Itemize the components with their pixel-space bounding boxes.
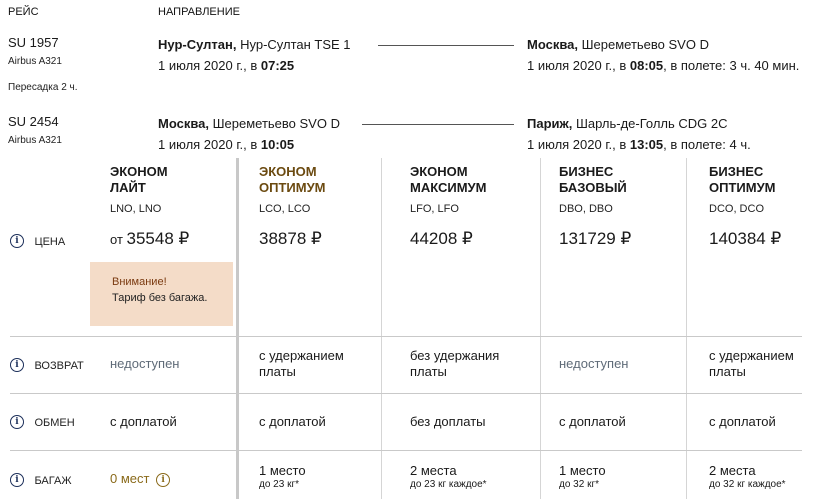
baggage-info-icon[interactable]: i [156, 473, 170, 487]
departure-airport: Нур-Султан TSE 1 [236, 37, 351, 52]
fare-price[interactable]: 38878 ₽ [259, 229, 322, 248]
fare-price[interactable]: 140384 ₽ [709, 229, 782, 248]
arrival-date: 1 июля 2020 г., в [527, 58, 630, 73]
fare-class: ЭКОНОМ [410, 164, 468, 179]
fare-name[interactable] [559, 164, 627, 196]
fare-code: LNO, LNO [110, 203, 162, 215]
exchange-value: с доплатой [559, 414, 626, 429]
baggage-weight: до 23 кг* [259, 479, 299, 490]
exchange-value: с доплатой [110, 414, 177, 429]
no-baggage-warning [90, 262, 233, 326]
price-prefix: от [110, 232, 127, 247]
arrival-location [527, 116, 728, 131]
fare-name[interactable] [110, 164, 168, 196]
fare-level: ЛАЙТ [110, 180, 146, 195]
departure-date: 1 июля 2020 г., в [158, 58, 261, 73]
fare-name[interactable] [410, 164, 486, 196]
aircraft-type: Airbus A321 [8, 135, 62, 146]
departure-datetime [158, 137, 294, 152]
info-icon[interactable]: i [10, 473, 24, 487]
baggage-count: 1 место [559, 463, 606, 478]
price-row-label [10, 232, 65, 250]
price-label: ЦЕНА [34, 236, 66, 248]
baggage-count: 2 места [410, 463, 457, 478]
refund-row-label [10, 356, 84, 374]
warning-title: Внимание! [112, 276, 167, 288]
arrival-time: 13:05 [629, 137, 664, 152]
arrival-airport: Шарль-де-Голль CDG 2C [572, 116, 728, 131]
direction-column-header: НАПРАВЛЕНИЕ [158, 6, 240, 18]
departure-airport: Шереметьево SVO D [209, 116, 340, 131]
baggage-weight: до 23 кг каждое* [410, 479, 487, 490]
aircraft-type: Airbus A321 [8, 56, 62, 67]
baggage-count: 1 место [259, 463, 306, 478]
fare-code: DCO, DCO [709, 203, 764, 215]
baggage-row-label [10, 471, 71, 489]
exchange-value: с доплатой [259, 414, 326, 429]
exchange-row-label [10, 413, 75, 431]
info-icon[interactable]: i [10, 234, 24, 248]
arrival-datetime [527, 58, 799, 73]
fare-price[interactable]: 44208 ₽ [410, 229, 473, 248]
refund-label: ВОЗВРАТ [34, 360, 84, 372]
column-separator [540, 158, 541, 499]
baggage-count: 0 мест [110, 471, 150, 486]
row-divider [10, 393, 802, 394]
baggage-weight: до 32 кг каждое* [709, 479, 786, 490]
departure-time: 07:25 [260, 58, 295, 73]
info-icon[interactable]: i [10, 358, 24, 372]
fare-name-selected[interactable] [259, 164, 326, 196]
departure-time: 10:05 [260, 137, 295, 152]
fare-level: МАКСИМУМ [410, 180, 487, 195]
fare-price[interactable]: 131729 ₽ [559, 229, 632, 248]
arrival-time: 08:05 [629, 58, 664, 73]
baggage-weight: до 32 кг* [559, 479, 599, 490]
departure-city: Москва, [158, 116, 209, 131]
exchange-label: ОБМЕН [34, 417, 75, 429]
flight-column-header: РЕЙС [8, 6, 39, 18]
column-separator [381, 158, 382, 499]
refund-value: недоступен [110, 356, 180, 371]
fare-class: ЭКОНОМ [110, 164, 168, 179]
arrival-airport: Шереметьево SVO D [578, 37, 709, 52]
departure-datetime [158, 58, 294, 73]
departure-location [158, 37, 351, 52]
departure-location [158, 116, 340, 131]
departure-city: Нур-Султан, [158, 37, 237, 52]
fare-name[interactable] [709, 164, 776, 196]
fare-class: ЭКОНОМ [259, 164, 317, 179]
baggage-value [259, 463, 306, 490]
refund-value: недоступен [559, 356, 629, 371]
baggage-count: 2 места [709, 463, 756, 478]
arrival-city: Москва, [527, 37, 578, 52]
arrival-date: 1 июля 2020 г., в [527, 137, 630, 152]
fare-class: БИЗНЕС [709, 164, 764, 179]
flight-duration: , в полете: 3 ч. 40 мин. [663, 58, 800, 73]
row-divider [10, 336, 802, 337]
fare-code: LFO, LFO [410, 203, 459, 215]
arrival-location [527, 37, 709, 52]
exchange-value: без доплаты [410, 414, 486, 429]
selected-column-separator [236, 158, 239, 499]
flight-number: SU 1957 [8, 35, 59, 50]
fare-code: LCO, LCO [259, 203, 311, 215]
baggage-value [559, 463, 606, 490]
departure-date: 1 июля 2020 г., в [158, 137, 261, 152]
baggage-value [410, 463, 487, 490]
fare-class: БИЗНЕС [559, 164, 614, 179]
fare-level: БАЗОВЫЙ [559, 180, 627, 195]
baggage-label: БАГАЖ [34, 475, 72, 487]
arrival-datetime [527, 137, 751, 152]
fare-level: ОПТИМУМ [709, 180, 776, 195]
flight-duration: , в полете: 4 ч. [663, 137, 751, 152]
warning-text: Тариф без багажа. [112, 292, 208, 304]
refund-value: с удержанием платы [709, 348, 794, 379]
fare-level: ОПТИМУМ [259, 180, 326, 195]
exchange-value: с доплатой [709, 414, 776, 429]
flight-number: SU 2454 [8, 114, 59, 129]
transfer-info: Пересадка 2 ч. [8, 82, 78, 93]
baggage-value [709, 463, 786, 490]
price-value: 35548 ₽ [126, 229, 190, 248]
info-icon[interactable]: i [10, 415, 24, 429]
fare-code: DBO, DBO [559, 203, 613, 215]
route-line [378, 45, 514, 46]
refund-value: без удержания платы [410, 348, 500, 379]
route-line [362, 124, 514, 125]
column-separator [686, 158, 687, 499]
refund-value: с удержанием платы [259, 348, 344, 379]
fare-price[interactable] [110, 229, 189, 249]
row-divider [10, 450, 802, 451]
arrival-city: Париж, [527, 116, 573, 131]
baggage-value [110, 471, 170, 487]
